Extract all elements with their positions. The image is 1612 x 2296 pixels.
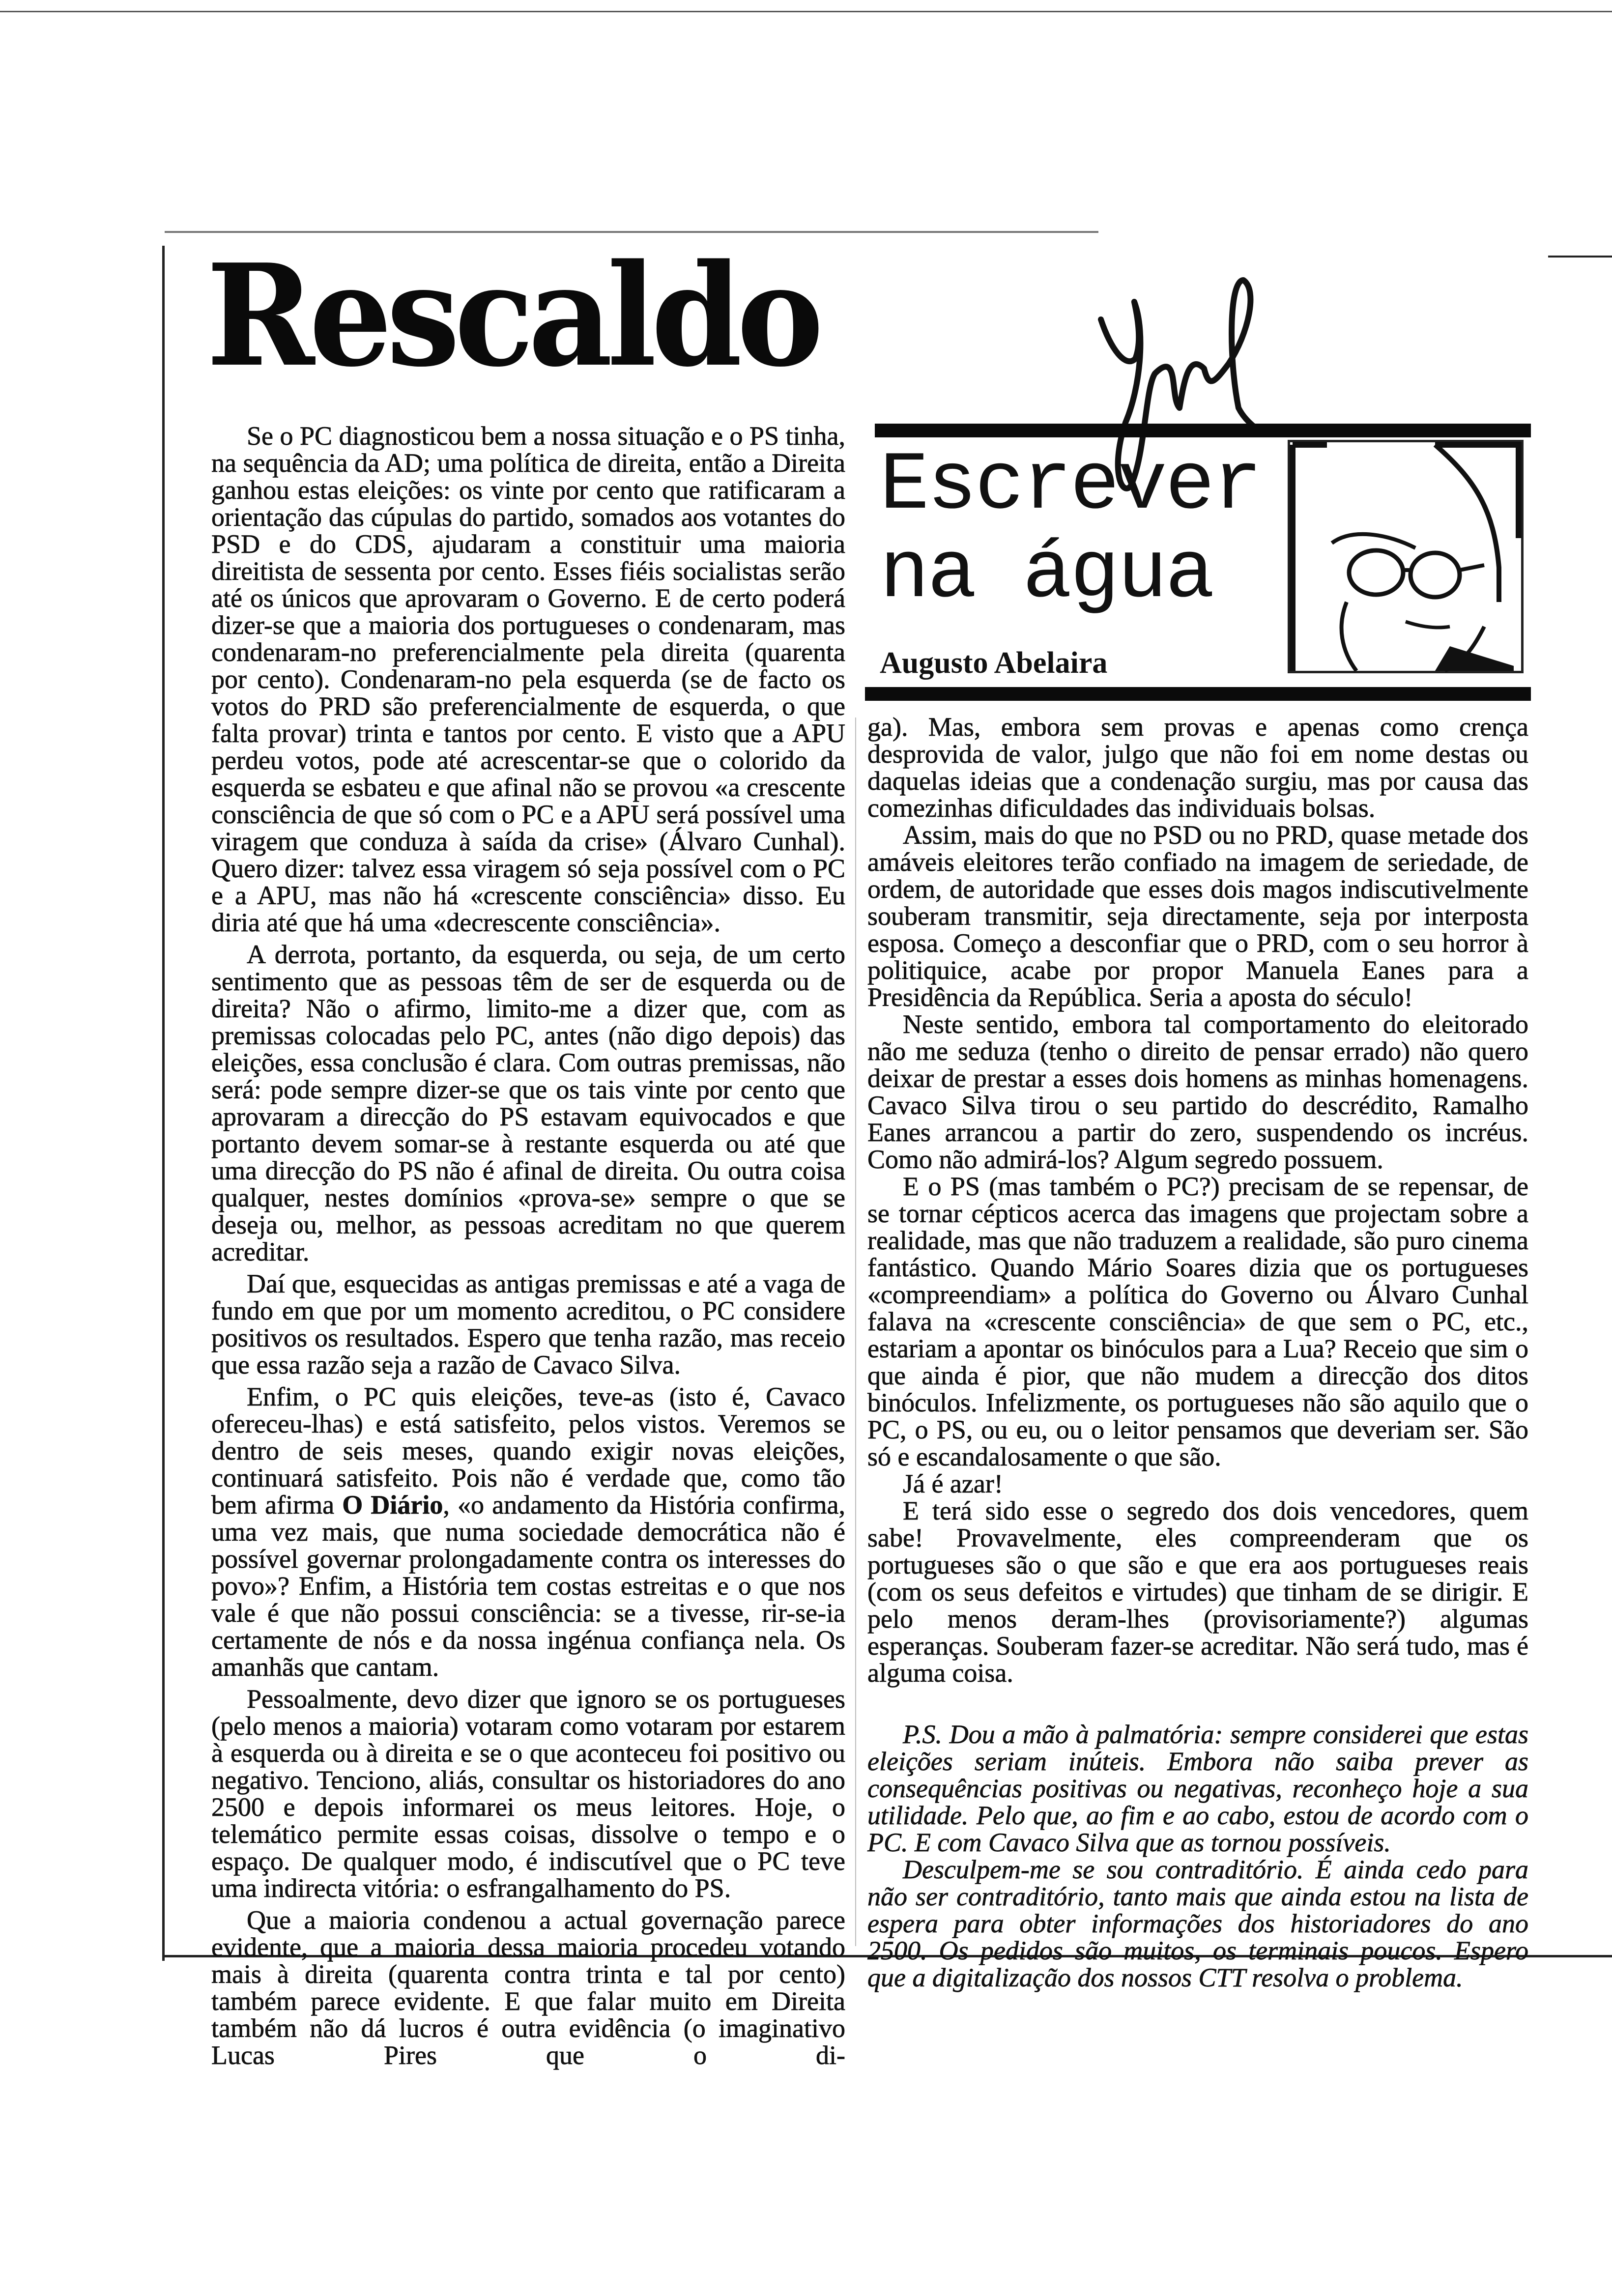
paragraph: E terá sido esse o segredo dos dois vencedores, quem sabe! Provavelmente, eles compreenderam que os portugueses são o que são e que era aos portugueses reais (com os seus defeitos e virtudes) que tinham de se dirigir. E pelo menos deram-lhes (provisoriamente?) algumas esperanças. Souberam fazer-se acreditar. Não será tudo, mas é alguma coisa. (867, 1496, 1528, 1688)
paragraph: ga). Mas, embora sem provas e apenas como crença desprovida de valor, julgo que não foi em nome destas ou daquelas ideias que a condenação surgiu, mas por causa das comezinhas dificuldades das individuais bolsas. (867, 712, 1528, 823)
paragraph: Daí que, esquecidas as antigas premissas e até a vaga de fundo em que por um momento acreditou, o PC considere positivos os resultados. Espero que tenha razão, mas receio que essa razão seja a razão de Cavaco Silva. (211, 1269, 845, 1379)
paragraph: Neste sentido, embora tal comportamento do eleitorado não me seduza (tenho o direito de pensar errado) não quero deixar de prestar a esses dois homens as minhas homenagens. Cavaco Silva tirou o seu partido do descrédito, Ramalho Eanes arrancou a partir do zero, suspendendo os incréus. Como não admirá-los? Algum segredo possuem. (867, 1009, 1528, 1174)
author-portrait-icon (1288, 440, 1524, 673)
paragraph: Que a maioria condenou a actual governação parece evidente, que a maioria dessa maioria procedeu votando mais à direita (quarenta contra trinta e tal por cento) também parece evidente. E que falar muito em Direita também não dá lucros é outra evidência (o imaginativo Lucas Pires que o di- (211, 1905, 845, 2070)
column-body (867, 714, 1528, 1991)
paragraph: A derrota, portanto, da esquerda, ou seja, de um certo sentimento que as pessoas têm de ser de esquerda ou de direita? Não o afirmo, limito-me a dizer que, com as premissas colocadas pelo PC, antes (não digo depois) das eleições, essa conclusão é clara. Com outras premissas, não será: pode sempre dizer-se que os tais vinte por cento que aprovaram a direcção do PS estavam equivocados e que portanto devem somar-se à restante esquerda ou até que uma direcção do PS não é afinal de direita. Ou outra coisa qualquer, nestes domínios «prova-se» sempre o que se deseja ou, melhor, as pessoas acreditam no que querem acreditar. (211, 940, 845, 1266)
paragraph: Já é azar! (903, 1469, 1003, 1498)
left-article-body (211, 423, 845, 2069)
paragraph (211, 1383, 845, 1681)
column-title-line-2: na água (880, 528, 1213, 621)
article-title: Rescaldo (206, 233, 818, 398)
top-page-rule (0, 11, 1612, 12)
paragraph: E o PS (mas também o PC?) precisam de se repensar, de se tornar cépticos acerca das imagens que projectam sobre a realidade, mas que não traduzem a realidade, são puro cinema fantástico. Quando Mário Soares dizia que os portugueses «compreendiam» a política do Governo ou Álvaro Cunhal falava na «crescente consciência» de que sem o PC, etc., estariam a apontar os binóculos para a Lua? Receio que sim o que ainda é pior, que não mudem a direcção dos ditos binóculos. Infelizmente, os portugueses não são aquilo que o PC, o PS, ou eu, ou o leitor pensamos que deveriam ser. São só e escandalosamente o que são. (867, 1172, 1528, 1471)
clipping-frame-top (165, 231, 1098, 233)
paragraph: Pessoalmente, devo dizer que ignoro se os portugueses (pelo menos a maioria) votaram como votaram por estarem à esquerda ou à direita e se o que aconteceu foi positivo ou negativo. Tenciono, aliás, consultar os historiadores do ano 2500 e depois informarei os meus leitores. Hoje, o telemático permite essas coisas, dissolve o tempo e o espaço. De qualquer modo, é indiscutível que o PC teve uma indirecta vitória: o esfrangalhamento do PS. (211, 1684, 845, 1903)
clipping-frame-left (162, 246, 165, 1961)
clipping-frame-top-right (1548, 256, 1612, 258)
text: , «o andamento da História confirma, uma vez mais, que numa sociedade democrática não é possível governar prolongadamente contra os interesses do povo»? Enfim, a História tem costas estreitas e o que nos vale é que não possui consciência: se a tivesse, rir-se-ia certamente de nós e da nossa ingénua confiança nela. Os amanhãs que cantam. (211, 1490, 845, 1682)
postscript (867, 1721, 1528, 1991)
column-title-line-1: Escrever (880, 439, 1261, 533)
paragraph: Se o PC diagnosticou bem a nossa situação e o PS tinha, na sequência da AD; uma política de direita, então a Direita ganhou estas eleições: os vinte por cento que ratificaram a orientação das cúpulas do partido, somados aos votantes do PSD e do CDS, ajudaram a constituir uma maioria direitista de sessenta por cento. Esses fiéis socialistas serão até os únicos que aprovaram o Governo. E de certo poderá dizer-se que a maioria dos portugueses o condenaram, mas condenaram-no preferencialmente pela direita (quarenta por cento). Condenaram-no pela esquerda (se de facto os votos do PRD são preferencialmente de esquerda, o que falta provar) trinta e tantos por cento. E visto que a APU perdeu votos, pode até acrescentar-se que o colorido da esquerda se esbateu e que afinal não se provou «a crescente consciência de que só com o PC e a APU será possível uma viragem que conduza à saída da crise» (Álvaro Cunhal). Quero dizer: talvez essa viragem só seja possível com o PC e a APU, mas não há «crescente consciência» disso. Eu diria até que há uma «decrescente consciência». (211, 421, 845, 937)
author-byline: Augusto Abelaira (880, 646, 1108, 680)
newspaper-name: O Diário (342, 1490, 443, 1520)
header-bar-bottom (865, 687, 1531, 701)
text: Enfim, o PC quis eleições, teve-as (isto é, Cavaco ofereceu-lhas) e está satisfeito, pelos vistos. Veremos se dentro de seis meses, quando exigir novas eleições, continuará satisfeito. Pois não é verdade que, como tão bem afirma (211, 1382, 845, 1520)
postscript-paragraph: P.S. Dou a mão à palmatória: sempre considerei que estas eleições seriam inúteis. Embora não saiba prever as consequências positivas ou negativas, reconheço hoje a sua utilidade. Pelo que, ao fim e ao cabo, estou de acordo com o PC. E com Cavaco Silva que as tornou possíveis. (867, 1720, 1528, 1857)
paragraph: Assim, mais do que no PSD ou no PRD, quase metade dos amáveis eleitores terão confiado na imagem de seriedade, de ordem, de autoridade que esses dois magos indiscutivelmente souberam transmitir, seja directamente, seja por interposta esposa. Começo a desconfiar que o PRD, com o seu horror à politiquice, acabe por propor Manuela Eanes para a Presidência da República. Seria a aposta do século! (867, 820, 1528, 1012)
postscript-paragraph: Desculpem-me se sou contraditório. É ainda cedo para não ser contraditório, tanto mais que ainda estou na lista de espera para obter informações dos historiadores do ano 2500. Os pedidos são muitos, os terminais poucos. Espero que a digitalização dos nossos CTT resolva o problema. (867, 1855, 1528, 1992)
column-divider (855, 718, 856, 1946)
header-bar-top (875, 424, 1531, 437)
